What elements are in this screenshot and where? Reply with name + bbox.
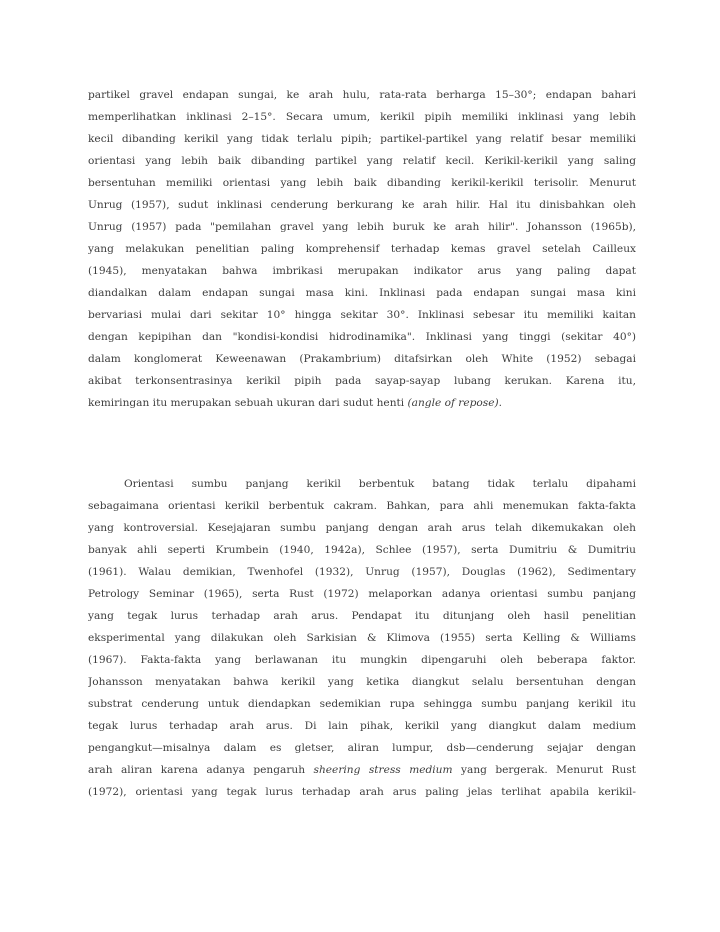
text-line: bersentuhan memiliki orientasi yang lebih baik dibanding kerikil-kerikil terisolir. Menurut: [88, 177, 636, 189]
text-line: Johansson menyatakan bahwa kerikil yang ketika diangkut selalu bersentuhan dengan: [88, 676, 636, 688]
text-line: (1972), orientasi yang tegak lurus terhadap arah arus paling jelas terlihat apabila kerikil-: [88, 786, 636, 798]
text-line: Petrology Seminar (1965), serta Rust (1972) melaporkan adanya orientasi sumbu panjang: [88, 588, 636, 600]
text-line: partikel gravel endapan sungai, ke arah hulu, rata-rata berharga 15–30°; endapan bahari: [88, 89, 636, 101]
text-line-last: [88, 392, 636, 414]
text-line: banyak ahli seperti Krumbein (1940, 1942a), Schlee (1957), serta Dumitriu & Dumitriu: [88, 544, 636, 556]
text-line: memperlihatkan inklinasi 2–15°. Secara umum, kerikil pipih memiliki inklinasi yang lebih: [88, 111, 636, 123]
text-run: kemiringan itu merupakan sebuah ukuran dari sudut henti: [88, 397, 408, 409]
text-line: pengangkut—misalnya dalam es gletser, aliran lumpur, dsb—cenderung sejajar dengan: [88, 742, 636, 754]
text-line: diandalkan dalam endapan sungai masa kini. Inklinasi pada endapan sungai masa kini: [88, 287, 636, 299]
text-line: [88, 759, 636, 781]
text-line: dalam konglomerat Keweenawan (Prakambrium) ditafsirkan oleh White (1952) sebagai: [88, 353, 636, 365]
text-line: dengan kepipihan dan "kondisi-kondisi hidrodinamika". Inklinasi yang tinggi (sekitar 40°): [88, 331, 636, 343]
text-line: orientasi yang lebih baik dibanding partikel yang relatif kecil. Kerikil-kerikil yang saling: [88, 155, 636, 167]
text-run: yang bergerak. Menurut Rust: [452, 764, 636, 776]
text-line: sebagaimana orientasi kerikil berbentuk cakram. Bahkan, para ahli menemukan fakta-fakta: [88, 500, 636, 512]
text-line: (1945), menyatakan bahwa imbrikasi merupakan indikator arus yang paling dapat: [88, 265, 636, 277]
text-line: Unrug (1957), sudut inklinasi cenderung berkurang ke arah hilir. Hal itu dinisbahkan oleh: [88, 199, 636, 211]
text-run: arah aliran karena adanya pengaruh: [88, 764, 314, 776]
text-line: bervariasi mulai dari sekitar 10° hingga sekitar 30°. Inklinasi sebesar itu memiliki kaitan: [88, 309, 636, 321]
text-line: Unrug (1957) pada "pemilahan gravel yang lebih buruk ke arah hilir". Johansson (1965b),: [88, 221, 636, 233]
text-line: yang kontroversial. Kesejajaran sumbu panjang dengan arah arus telah dikemukakan oleh: [88, 522, 636, 534]
text-line: (1967). Fakta-fakta yang berlawanan itu mungkin dipengaruhi oleh beberapa faktor.: [88, 654, 636, 666]
text-line: akibat terkonsentrasinya kerikil pipih pada sayap-sayap lubang kerukan. Karena itu,: [88, 375, 636, 387]
text-run: .: [498, 397, 502, 409]
italic-term: (angle of repose): [407, 397, 499, 409]
text-line: yang tegak lurus terhadap arah arus. Pendapat itu ditunjang oleh hasil penelitian: [88, 610, 636, 622]
text-line: tegak lurus terhadap arah arus. Di lain pihak, kerikil yang diangkut dalam medium: [88, 720, 636, 732]
text-line: kecil dibanding kerikil yang tidak terlalu pipih; partikel-partikel yang relatif besar memiliki: [88, 133, 636, 145]
text-line-indented: Orientasi sumbu panjang kerikil berbentuk batang tidak terlalu dipahami: [124, 478, 636, 490]
text-line: eksperimental yang dilakukan oleh Sarkisian & Klimova (1955) serta Kelling & Williams: [88, 632, 636, 644]
text-line: (1961). Walau demikian, Twenhofel (1932), Unrug (1957), Douglas (1962), Sedimentary: [88, 566, 636, 578]
italic-term: sheering stress medium: [313, 764, 453, 776]
paragraph-2: [88, 473, 636, 803]
text-line: substrat cenderung untuk diendapkan sedemikian rupa sehingga sumbu panjang kerikil itu: [88, 698, 636, 710]
text-line: yang melakukan penelitian paling komprehensif terhadap kemas gravel setelah Cailleux: [88, 243, 636, 255]
paragraph-1: [88, 84, 636, 414]
